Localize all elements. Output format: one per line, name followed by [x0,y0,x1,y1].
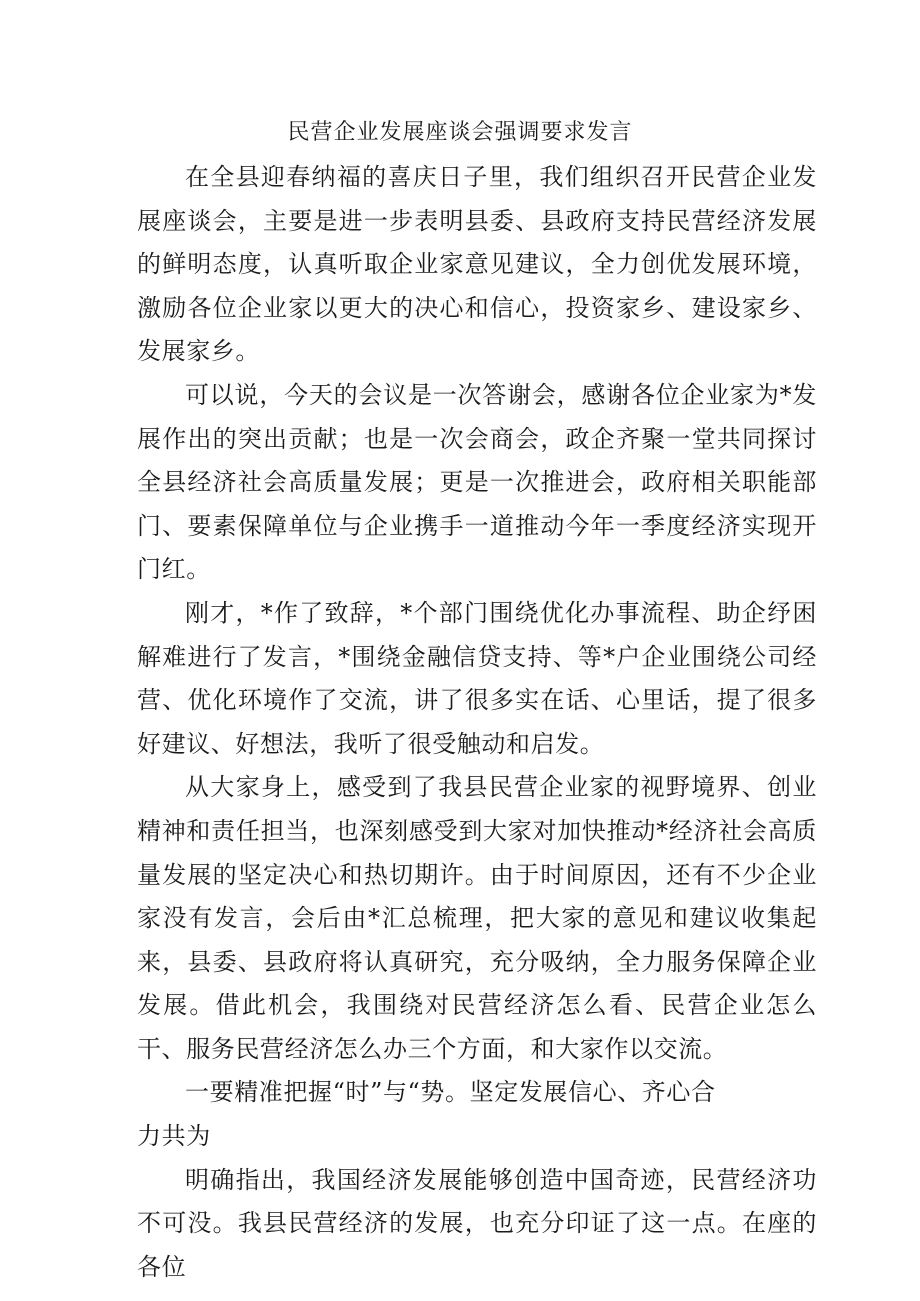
paragraph-speeches: 刚才，*作了致辞，*个部门围绕优化办事流程、助企纾困解难进行了发言，*围绕金融信贷支持、等*户企业围绕公司经营、优化环境作了交流，讲了很多实在话、心里话，提了很多好建议、好想法，我听了很受触动和启发。 [137,598,817,758]
section-heading-line-1: 一要精准把握“时”与“势。坚定发展信心、齐心合 [185,1078,716,1107]
section-heading-line-2: 力共为 [137,1122,211,1151]
section-heading [137,1071,817,1158]
document-body [137,156,817,1289]
paragraph-meeting-nature: 可以说，今天的会议是一次答谢会，感谢各位企业家为*发展作出的突出贡献；也是一次会商会，政企齐聚一堂共同探讨全县经济社会高质量发展；更是一次推进会，政府相关职能部门、要素保障单位与企业携手一道推动今年一季度经济实现开门红。 [137,380,817,584]
document-title: 民营企业发展座谈会强调要求发言 [287,120,633,145]
paragraph-opening: 在全县迎春纳福的喜庆日子里，我们组织召开民营企业发展座谈会，主要是进一步表明县委、县政府支持民营经济发展的鲜明态度，认真听取企业家意见建议，全力创优发展环境，激励各位企业家以更大的决心和信心，投资家乡、建设家乡、发展家乡。 [137,163,817,366]
paragraph-reflection: 从大家身上，感受到了我县民营企业家的视野境界、创业精神和责任担当，也深刻感受到大家对加快推动*经济社会高质量发展的坚定决心和热切期许。由于时间原因，还有不少企业家没有发言，会后由*汇总梳理，把大家的意见和建议收集起来，县委、县政府将认真研究，充分吸纳，全力服务保障企业发展。借此机会，我围绕对民营经济怎么看、民营企业怎么干、服务民营经济怎么办三个方面，和大家作以交流。 [137,773,817,1063]
paragraph-private-economy: 明确指出，我国经济发展能够创造中国奇迹，民营经济功不可没。我县民营经济的发展，也充分印证了这一点。在座的各位 [137,1165,817,1281]
